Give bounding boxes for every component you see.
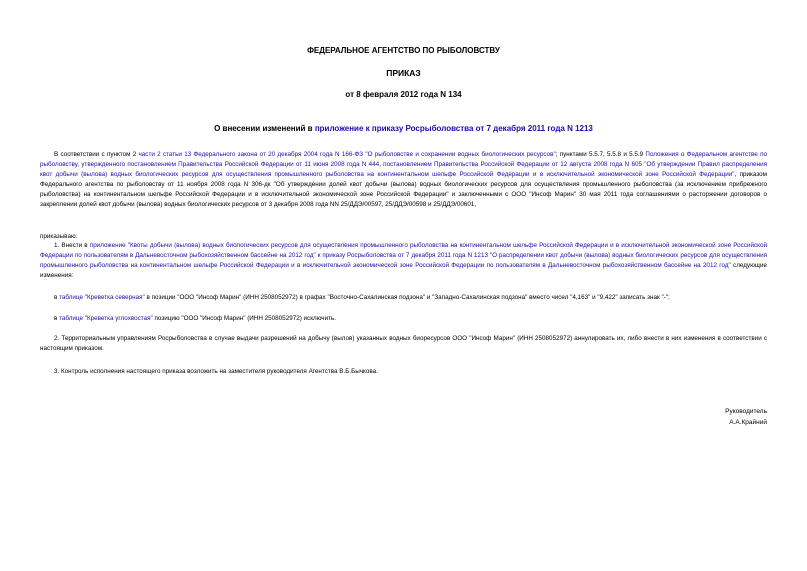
item-1-paragraph [40,241,767,281]
preamble-paragraph [40,150,767,209]
change-1-text-1: в [54,294,60,301]
signature-position: Руководитель [725,408,767,415]
subject-prefix: О внесении изменений в [214,124,315,133]
northern-shrimp-table-link[interactable]: таблице "Креветка северная" [59,294,145,301]
document-type-heading: ПРИКАЗ [386,68,421,78]
change-angular-shrimp-paragraph [40,314,767,324]
item-3-paragraph: 3. Контроль исполнения настоящего приказа возложить на заместителя руководителя Агентства В.Б.Бычкова. [54,368,378,375]
subject-heading [0,124,807,133]
item-1-text-2: следующие изменения: [40,261,767,279]
order-word: приказываю: [40,233,78,240]
regulation-link[interactable]: Положения о Федеральном агентстве по рыболовству, утвержденного постановлением Правительства Российской Федерации от 11 июня 2008 года N 444, постановлением Правительства Российской Федерации от 12 августа 2008 года N 605 "Об утверждении Правил распределения квот добычи (вылова) водных биологических ресурсов для осуществления промышленного рыболовства на континентальном шельфе Российской Федерации и в исключительной экономической зоне Российской Федерации" [40,151,767,178]
preamble-text-2: ; пунктами 5.5.7, 5.5.8 и 5.5.9 [555,151,646,158]
preamble-text-1: В соответствии с пунктом 2 [54,151,139,158]
angular-shrimp-table-link[interactable]: таблице "Креветка углохвостая" [59,315,153,322]
change-1-text-2: в позиции "ООО "Инсоф Марин" (ИНН 2508052972) в графах "Восточно-Сахалинская подзона" и "Западно-Сахалинская подзона" вместо чисел "4,163" и "9,422" записать знак "-"; [144,294,670,301]
law-link[interactable]: части 2 статьи 13 Федерального закона от 20 декабря 2004 года N 166-ФЗ "О рыболовстве и сохранении водных биологических ресурсов" [138,151,556,158]
item-2-paragraph: 2. Территориальным управлениям Росрыболовства в случае выдачи разрешений на добычу (вылов) указанных водных биоресурсов ООО "Инсоф Марин" (ИНН 2508052972) аннулировать их, либо внести в них изменения в соответствии с настоящим приказом. [40,335,767,352]
agency-heading: ФЕДЕРАЛЬНОЕ АГЕНТСТВО ПО РЫБОЛОВСТВУ [307,46,500,55]
item-1-text-1: 1. Внести в [54,242,90,249]
subject-link[interactable]: приложение к приказу Росрыболовства от 7 декабря 2011 года N 1213 [314,124,593,133]
change-2-text-2: позицию "ООО "Инсоф Марин" (ИНН 2508052972) исключить. [152,315,337,322]
date-number-heading: от 8 февраля 2012 года N 134 [345,90,462,99]
change-2-text-1: в [54,315,60,322]
preamble-text-3: , приказом Федерального агентства по рыболовству от 11 ноября 2008 года N 306-дк "Об утверждении долей квот добычи (вылова) водных биологических ресурсов для осуществления промышленного рыболовства (за исключением прибрежного рыболовства) на континентальном шельфе Российской Федерации и в исключительной экономической зоне Российской Федерации" и заключенными с ООО "Инсоф Марин" 30 мая 2011 года соглашениями о расторжении договоров о закреплении долей квот добычи (вылова) водных биологических ресурсов от 3 декабря 2008 года NN 25/ДДЭ/00597, 25/ДДЭ/00598 и 25/ДДЭ/00601, [40,170,767,208]
change-northern-shrimp-paragraph [40,293,767,303]
signature-name: А.А.Крайний [729,419,767,426]
appendix-link[interactable]: приложение "Квоты добычи (вылова) водных биологических ресурсов для осуществления промышленного рыболовства на континентальном шельфе Российской Федерации и в исключительной экономической зоне Российской Федерации по пользователям в Дальневосточном рыбохозяйственном бассейне на 2012 год" к приказу Росрыболовства от 7 декабря 2011 года N 1213 "О распределении квот добычи (вылова) водных биологических ресурсов для осуществления промышленного рыболовства на континентальном шельфе Российской Федерации и в исключительной экономической зоне Российской Федерации по пользователям в Дальневосточном рыбохозяйственном бассейне на 2012 год" [40,242,767,269]
